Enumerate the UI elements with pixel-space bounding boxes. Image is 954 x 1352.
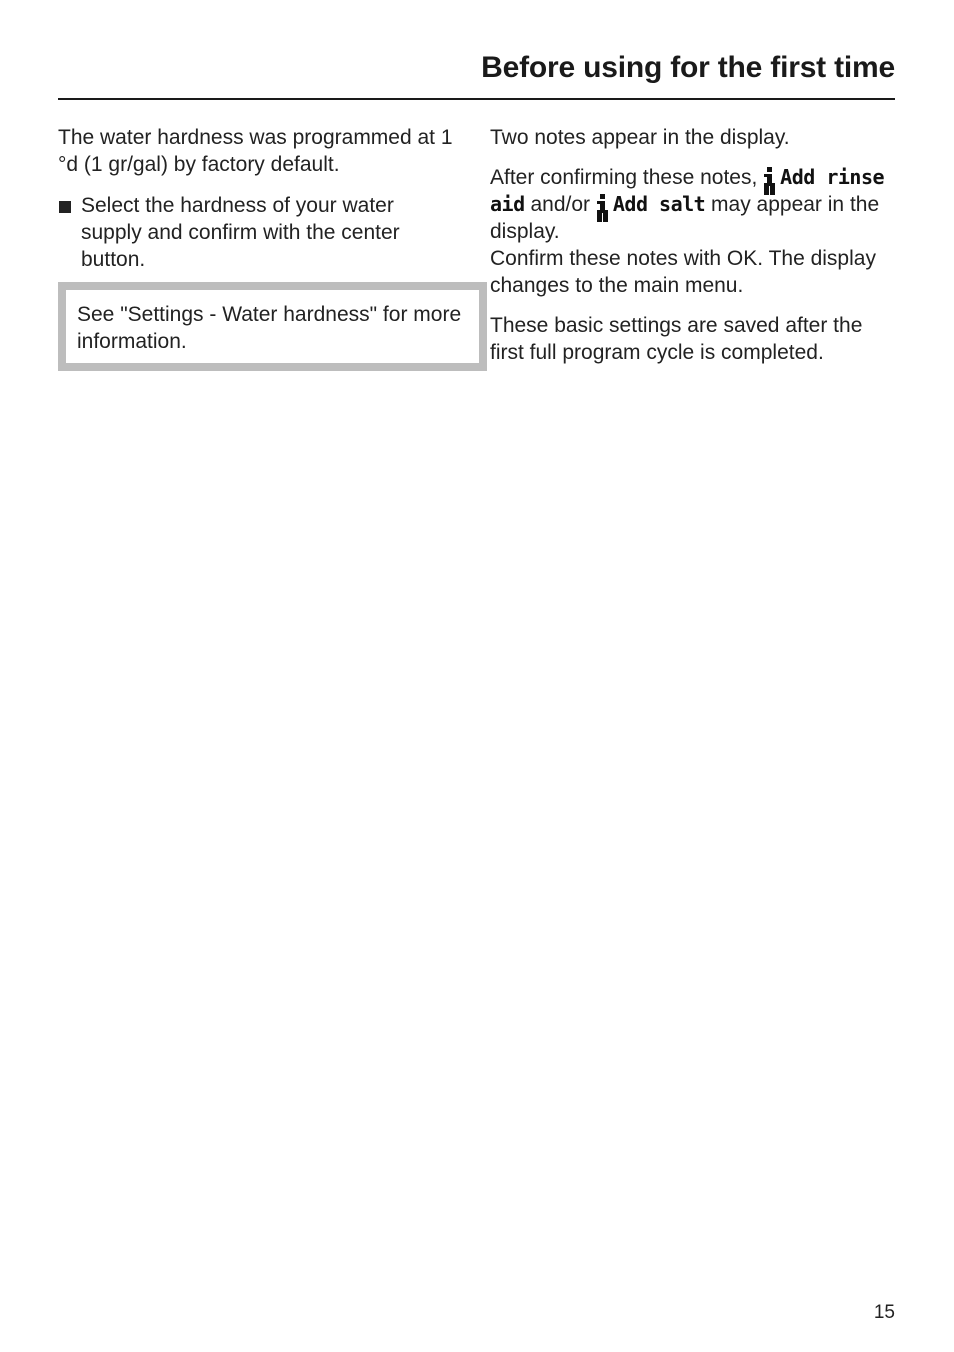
page-title: Before using for the first time <box>481 51 895 84</box>
water-hardness-intro: The water hardness was programmed at 1 °d (1 gr/gal) by factory default. <box>58 126 453 176</box>
confirm-notes-paragraph <box>490 164 890 299</box>
info-icon <box>763 167 776 186</box>
note-box <box>58 282 487 371</box>
notes-paragraph: Two notes appear in the display. <box>490 126 790 149</box>
header-rule <box>58 98 895 100</box>
instruction-text: Select the hardness of your water supply and confirm with the center button. <box>81 194 400 271</box>
display-text-salt: Add salt <box>612 192 706 216</box>
confirm-notes-tail: may appear in the display. <box>490 193 880 243</box>
confirm-notes-lead: After confirming these notes, <box>490 166 758 189</box>
and-or-text: and/or <box>530 193 591 216</box>
settings-saved-paragraph: These basic settings are saved after the first full program cycle is completed. <box>490 314 863 364</box>
left-column <box>58 124 462 371</box>
square-bullet-icon <box>58 192 81 273</box>
display-text-rinse-aid: Add rinse aid <box>490 165 885 216</box>
confirm-ok-text: Confirm these notes with OK. The display changes to the main menu. <box>490 247 876 297</box>
note-text: See "Settings - Water hardness" for more information. <box>77 303 462 353</box>
page-number: 15 <box>873 1302 895 1323</box>
instruction-step <box>58 192 453 273</box>
right-column <box>490 124 890 366</box>
info-icon <box>596 194 609 213</box>
